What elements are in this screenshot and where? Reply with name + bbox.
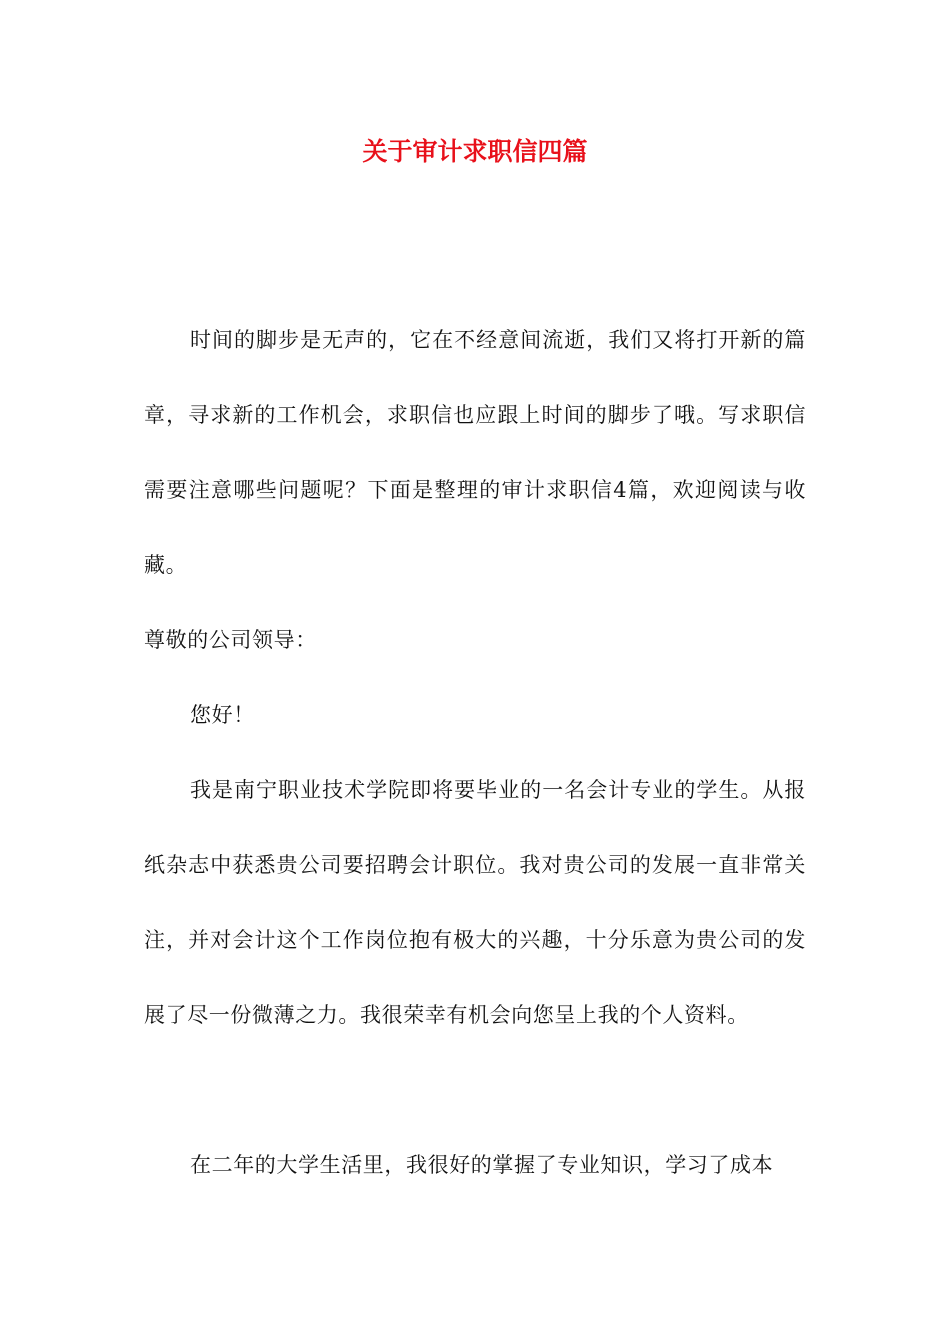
greeting-line: 您好！	[190, 703, 255, 727]
salutation-line: 尊敬的公司领导：	[144, 628, 317, 652]
intro-paragraph: 时间的脚步是无声的，它在不经意间流逝，我们又将打开新的篇章，寻求新的工作机会，求职信也应跟上时间的脚步了哦。写求职信需要注意哪些问题呢？下面是整理的审计求职信4篇，欢迎阅读与收藏。	[144, 328, 806, 577]
letter-paragraph-1: 我是南宁职业技术学院即将要毕业的一名会计专业的学生。从报纸杂志中获悉贵公司要招聘会计职位。我对贵公司的发展一直非常关注，并对会计这个工作岗位抱有极大的兴趣，十分乐意为贵公司的发展了尽一份微薄之力。我很荣幸有机会向您呈上我的个人资料。	[144, 778, 806, 1027]
letter-paragraph-2: 在二年的大学生活里，我很好的掌握了专业知识，学习了成本	[190, 1153, 774, 1177]
document-title: 关于审计求职信四篇	[362, 137, 588, 166]
